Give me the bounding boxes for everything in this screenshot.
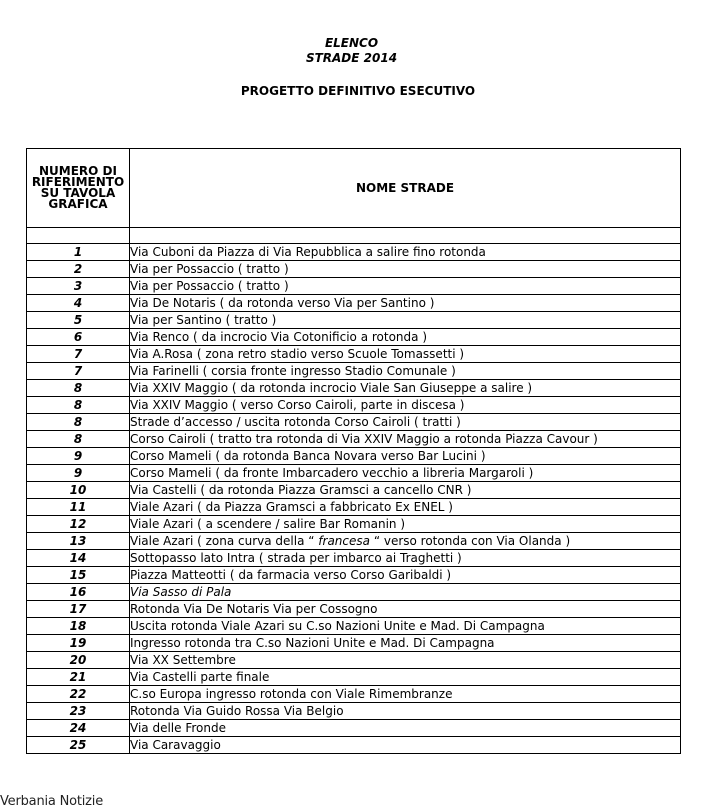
reference-number-cell: 9	[27, 448, 130, 465]
street-name-cell: Corso Cairoli ( tratto tra rotonda di Via XXIV Maggio a rotonda Piazza Cavour )	[130, 431, 681, 448]
table-row	[27, 669, 681, 686]
table-row	[27, 414, 681, 431]
reference-number-cell: 11	[27, 499, 130, 516]
street-name-cell: Via per Santino ( tratto )	[130, 312, 681, 329]
column-header-number-line: NUMERO DI	[39, 164, 117, 178]
table-row	[27, 533, 681, 550]
column-header-number	[27, 149, 130, 228]
table-row	[27, 516, 681, 533]
column-header-number-line: GRAFICA	[48, 197, 108, 211]
street-name-cell: Via Sasso di Pala	[130, 584, 681, 601]
street-name-cell	[130, 533, 681, 550]
street-name-cell: Sottopasso lato Intra ( strada per imbarco ai Traghetti )	[130, 550, 681, 567]
table-row	[27, 737, 681, 754]
street-name-cell: Piazza Matteotti ( da farmacia verso Corso Garibaldi )	[130, 567, 681, 584]
table-header-row	[27, 149, 681, 228]
table-row	[27, 482, 681, 499]
reference-number-cell: 9	[27, 465, 130, 482]
reference-number-cell: 21	[27, 669, 130, 686]
streets-table	[26, 148, 681, 754]
reference-number-cell: 15	[27, 567, 130, 584]
table-row	[27, 448, 681, 465]
table-row	[27, 278, 681, 295]
street-name-cell: Via Renco ( da incrocio Via Cotonificio a rotonda )	[130, 329, 681, 346]
document-title-line2: STRADE 2014	[305, 51, 398, 65]
table-row	[27, 312, 681, 329]
reference-number-cell: 8	[27, 414, 130, 431]
reference-number-cell: 8	[27, 431, 130, 448]
street-name-cell: Via XXIV Maggio ( da rotonda incrocio Viale San Giuseppe a salire )	[130, 380, 681, 397]
reference-number-cell: 19	[27, 635, 130, 652]
street-name-part: Viale Azari ( zona curva della “	[130, 533, 319, 548]
table-row	[27, 635, 681, 652]
spacer-cell	[27, 228, 130, 244]
table-row	[27, 431, 681, 448]
table-row	[27, 380, 681, 397]
table-row	[27, 618, 681, 635]
reference-number-cell: 3	[27, 278, 130, 295]
street-name-part: “ verso rotonda con Via Olanda )	[370, 533, 571, 548]
column-header-name: NOME STRADE	[130, 149, 681, 228]
reference-number-cell: 25	[27, 737, 130, 754]
spacer-cell	[130, 228, 681, 244]
table-row	[27, 261, 681, 278]
street-name-cell: Strade d’accesso / uscita rotonda Corso Cairoli ( tratti )	[130, 414, 681, 431]
table-row	[27, 686, 681, 703]
table-row	[27, 329, 681, 346]
reference-number-cell: 20	[27, 652, 130, 669]
reference-number-cell: 4	[27, 295, 130, 312]
table-row	[27, 499, 681, 516]
document-title-line1: ELENCO	[324, 36, 379, 50]
reference-number-cell: 14	[27, 550, 130, 567]
street-name-cell: Rotonda Via Guido Rossa Via Belgio	[130, 703, 681, 720]
table-row	[27, 720, 681, 737]
street-name-cell: Via A.Rosa ( zona retro stadio verso Scuole Tomassetti )	[130, 346, 681, 363]
footer-watermark: Verbania Notizie	[0, 794, 104, 809]
reference-number-cell: 6	[27, 329, 130, 346]
reference-number-cell: 22	[27, 686, 130, 703]
reference-number-cell: 7	[27, 346, 130, 363]
reference-number-cell: 24	[27, 720, 130, 737]
street-name-cell: Viale Azari ( a scendere / salire Bar Romanin )	[130, 516, 681, 533]
reference-number-cell: 16	[27, 584, 130, 601]
reference-number-cell: 13	[27, 533, 130, 550]
reference-number-cell: 17	[27, 601, 130, 618]
street-name-cell: Via per Possaccio ( tratto )	[130, 278, 681, 295]
street-name-cell: Via Farinelli ( corsia fronte ingresso Stadio Comunale )	[130, 363, 681, 380]
street-name-cell: Via Castelli parte finale	[130, 669, 681, 686]
street-name-cell: Via per Possaccio ( tratto )	[130, 261, 681, 278]
table-row	[27, 346, 681, 363]
reference-number-cell: 23	[27, 703, 130, 720]
table-row	[27, 244, 681, 261]
table-row	[27, 584, 681, 601]
table-row	[27, 550, 681, 567]
reference-number-cell: 2	[27, 261, 130, 278]
street-name-cell: Uscita rotonda Viale Azari su C.so Nazioni Unite e Mad. Di Campagna	[130, 618, 681, 635]
street-name-cell: Via De Notaris ( da rotonda verso Via per Santino )	[130, 295, 681, 312]
reference-number-cell: 10	[27, 482, 130, 499]
street-name-cell: Ingresso rotonda tra C.so Nazioni Unite e Mad. Di Campagna	[130, 635, 681, 652]
street-name-cell: Via delle Fronde	[130, 720, 681, 737]
street-name-cell: Corso Mameli ( da fronte Imbarcadero vecchio a libreria Margaroli )	[130, 465, 681, 482]
table-row	[27, 363, 681, 380]
table-row	[27, 567, 681, 584]
street-name-cell: Viale Azari ( da Piazza Gramsci a fabbricato Ex ENEL )	[130, 499, 681, 516]
table-row	[27, 652, 681, 669]
street-name-cell: Via Cuboni da Piazza di Via Repubblica a salire fino rotonda	[130, 244, 681, 261]
reference-number-cell: 5	[27, 312, 130, 329]
table-row	[27, 295, 681, 312]
street-name-italic-part: francesa	[318, 533, 370, 548]
street-name-cell: Via XXIV Maggio ( verso Corso Cairoli, parte in discesa )	[130, 397, 681, 414]
street-name-cell: Via XX Settembre	[130, 652, 681, 669]
reference-number-cell: 1	[27, 244, 130, 261]
column-header-number-line: SU TAVOLA	[40, 186, 116, 200]
table-row	[27, 397, 681, 414]
table-spacer-row	[27, 228, 681, 244]
table-row	[27, 703, 681, 720]
reference-number-cell: 7	[27, 363, 130, 380]
table-row	[27, 601, 681, 618]
table-row	[27, 465, 681, 482]
reference-number-cell: 8	[27, 380, 130, 397]
street-name-cell: Via Caravaggio	[130, 737, 681, 754]
street-name-cell: Corso Mameli ( da rotonda Banca Novara verso Bar Lucini )	[130, 448, 681, 465]
reference-number-cell: 12	[27, 516, 130, 533]
reference-number-cell: 8	[27, 397, 130, 414]
street-name-cell: Via Castelli ( da rotonda Piazza Gramsci a cancello CNR )	[130, 482, 681, 499]
reference-number-cell: 18	[27, 618, 130, 635]
street-name-cell: Rotonda Via De Notaris Via per Cossogno	[130, 601, 681, 618]
column-header-number-line: RIFERIMENTO	[31, 175, 125, 189]
street-name-cell: C.so Europa ingresso rotonda con Viale Rimembranze	[130, 686, 681, 703]
document-subtitle: PROGETTO DEFINITIVO ESECUTIVO	[240, 84, 476, 98]
